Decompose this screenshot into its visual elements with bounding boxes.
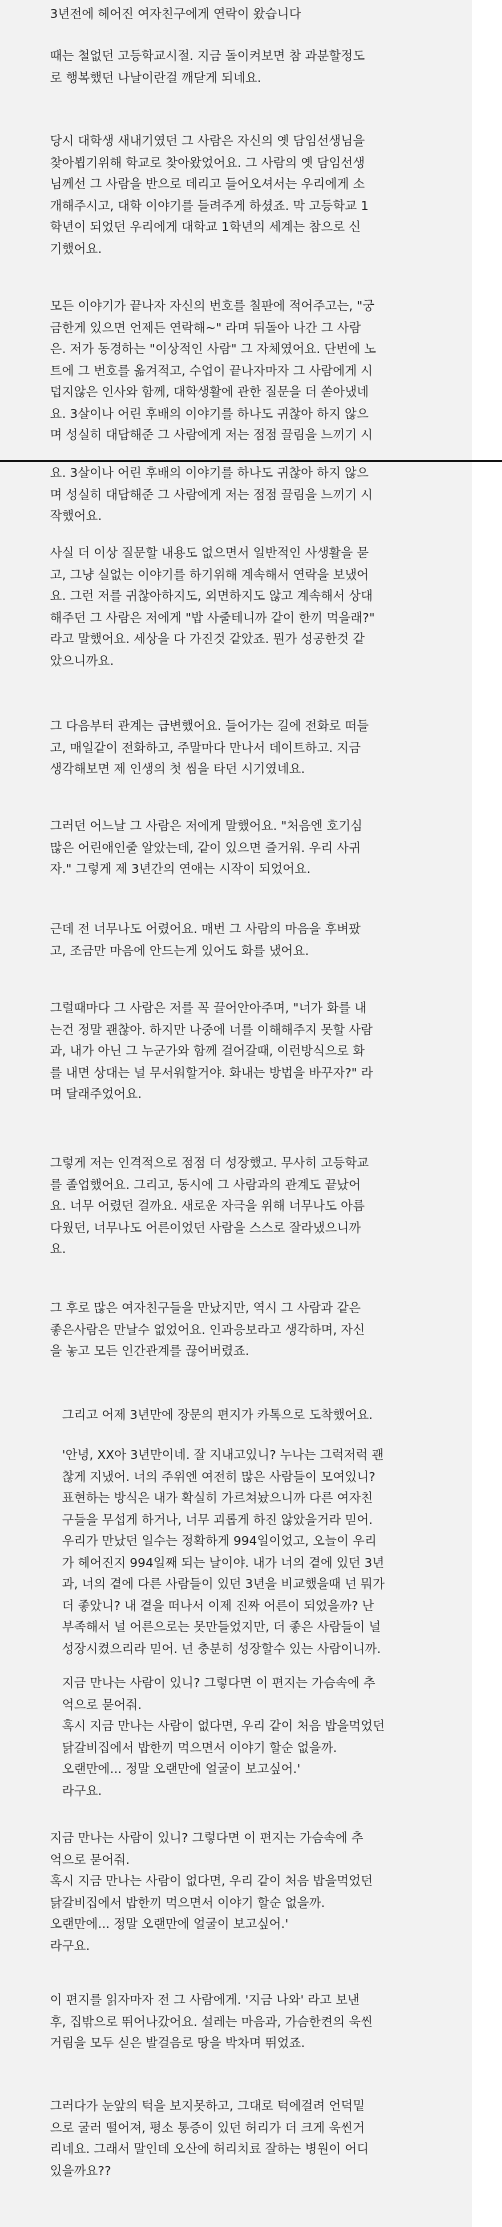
- paragraph: 당시 대학생 새내기였던 그 사람은 자신의 옛 담임선생님을 찾아뵙기위해 학교로 찾아왔었어요. 그 사람의 옛 담임선생 님께선 그 사람을 반으로 데리고 들어오셔서는 우리에게 소 개해주시고, 대학 이야기를 들려주게 하셨죠. 막 고등학교 1 학년이 되었던 우리에게 대학교 1학년의 세계는 참으로 신 기했어요.: [50, 133, 369, 256]
- paragraph: 그러던 어느날 그 사람은 저에게 말했어요. "처음엔 호기심 많은 어린애인줄 알았는데, 같이 있으면 즐거워. 우리 사귀 자." 그렇게 제 3년간의 연애는 시작이 되었어요.: [50, 818, 363, 876]
- paragraph: 그 후로 많은 여자친구들을 만났지만, 역시 그 사람과 같은 좋은사람은 만날수 없었어요. 인과응보라고 생각하며, 자신 을 놓고 모든 인간관계를 끊어버렸죠.: [50, 1300, 365, 1358]
- paragraph: 그럴때마다 그 사람은 저를 꼭 끌어안아주며, "너가 화를 내 는건 정말 괜찮아. 하지만 나중에 너를 이해해주지 못할 사람 과, 내가 아닌 그 누군가와 함께 걸어갈때, 이런방식으로 화 를 내면 상대는 널 무서워할거야. 화내는 방법을 바꾸자?" 라 며 달래주었어요.: [50, 1000, 374, 1101]
- paragraph: 모든 이야기가 끝나자 자신의 번호를 칠판에 적어주고는, "궁 금한게 있으면 언제든 연락해~" 라며 뒤돌아 나간 그 사람 은. 저가 동경하는 "이상적인 사람" 그 자체였어요. 단번에 노 트에 그 번호를 옮겨적고, 수업이 끝나자마자 그 사람에게 시 덥지않은 인사와 함께, 대학생활에 관한 질문을 더 쏟아냈네 요. 3살이나 어린 후배의 이야기를 하나도 귀찮아 하지 않으 며 성실히 대답해준 그 사람에게 저는 점점 끌림을 느끼기 시: [50, 298, 377, 442]
- letter-ending-repeat-a: 지금 만나는 사람이 있니? 그렇다면 이 편지는 가슴속에 추 억으로 묻어줘. 혹시 지금 만나는 사람이 없다면, 우리 같이 처음 밥을먹었던 닭갈비집에서 밥한끼 먹으면서 이야기 할순 없을까. 오랜만에... 정말 오랜만에 얼굴이 보고싶어.' 라구요.: [62, 1675, 385, 1798]
- letter-main: '안녕, XX아 3년만이네. 잘 지내고있니? 누나는 그럭저럭 괜 찮게 지냈어. 너의 주위엔 여전히 많은 사람들이 모여있니? 표현하는 방식은 내가 확실히 가르쳐놨으니까 다른 여자친 구들을 무섭게 하거나, 너무 괴롭게 하진 않았을거라 믿어. 우리가 만났던 일수는 정확하게 994일이었고, 오늘이 우리 가 헤어진지 994일째 되는 날이야. 내가 너의 곁에 있던 3년 과, 너의 곁에 다른 사람들이 있던 3년을 비교했을때 넌 뭐가 더 좋았니? 내 곁을 떠나서 이제 진짜 어른이 되었을까? 난 부족해서 널 어른으로는 못만들었지만, 더 좋은 사람들이 널 성장시켰으리라 믿어. 넌 충분히 성장할수 있는 사람이니까.: [62, 1447, 385, 1656]
- post-title-line: 3년전에 헤어진 여자친구에게 연락이 왔습니다: [50, 6, 302, 21]
- paragraph: 사실 더 이상 질문할 내용도 없으면서 일반적인 사생활을 묻 고, 그냥 실없는 이야기를 하기위해 계속해서 연락을 보냈어 요. 그런 저를 귀찮아하지도, 외면하지도 않고 계속해서 상대 해주던 그 사람은 저에게 "밥 사줄테니까 같이 한끼 먹을래?" 라고 말했어요. 세상을 다 가진것 같았죠. 뭔가 성공한것 같 았으니까요.: [50, 545, 375, 668]
- paragraph: 그리고 어제 3년만에 장문의 편지가 카톡으로 도착했어요.: [62, 1407, 373, 1422]
- paragraph: 그러다가 눈앞의 턱을 보지못하고, 그대로 턱에걸려 언덕밑 으로 굴러 떨어져, 평소 통증이 있던 허리가 더 크게 욱씬거 리네요. 그래서 말인데 오산에 허리치료 잘하는 병원이 어디 있을까요??: [50, 2098, 369, 2178]
- post-section-bottom: [0, 462, 472, 2227]
- letter-ending-repeat-b: 지금 만나는 사람이 있니? 그렇다면 이 편지는 가슴속에 추 억으로 묻어줘. 혹시 지금 만나는 사람이 없다면, 우리 같이 처음 밥을먹었던 닭갈비집에서 밥한끼 먹으면서 이야기 할순 없을까. 오랜만에... 정말 오랜만에 얼굴이 보고싶어.' 라구요.: [50, 1830, 373, 1953]
- paragraph: 그 다음부터 관계는 급변했어요. 들어가는 길에 전화로 떠들 고, 매일같이 전화하고, 주말마다 만나서 데이트하고. 지금 생각해보면 제 인생의 첫 씸을 타던 시기였네요.: [50, 718, 369, 776]
- paragraph: 때는 철없던 고등학교시절. 지금 돌이켜보면 참 과분할정도 로 행복했던 나날이란걸 깨닫게 되네요.: [50, 48, 365, 85]
- paragraph: 그렇게 저는 인격적으로 점점 더 성장했고. 무사히 고등학교 를 졸업했어요. 그리고, 동시에 그 사람과의 관계도 끝났어 요. 너무 어렸던 걸까요. 새로운 자극을 위해 너무나도 아름 다웠던, 너무나도 어른이었던 사람을 스스로 잘라냈으니까 요.: [50, 1155, 369, 1256]
- post-section-top: [0, 0, 472, 460]
- paragraph: 요. 3살이나 어린 후배의 이야기를 하나도 귀찮아 하지 않으 며 성실히 대답해준 그 사람에게 저는 점점 끌림을 느끼기 시 작했어요.: [50, 465, 373, 523]
- paragraph: 이 편지를 읽자마자 전 그 사람에게. '지금 나와' 라고 보낸 후, 집밖으로 뛰어나갔어요. 설레는 마음과, 가슴한켠의 욱씬 거림을 모두 싣은 발걸음로 땅을 박차며 뛰었죠.: [50, 1992, 373, 2050]
- paragraph: 근데 전 너무나도 어렸어요. 매번 그 사람의 마음을 후벼팠 고, 조금만 마음에 안드는게 있어도 화를 냈어요.: [50, 921, 361, 958]
